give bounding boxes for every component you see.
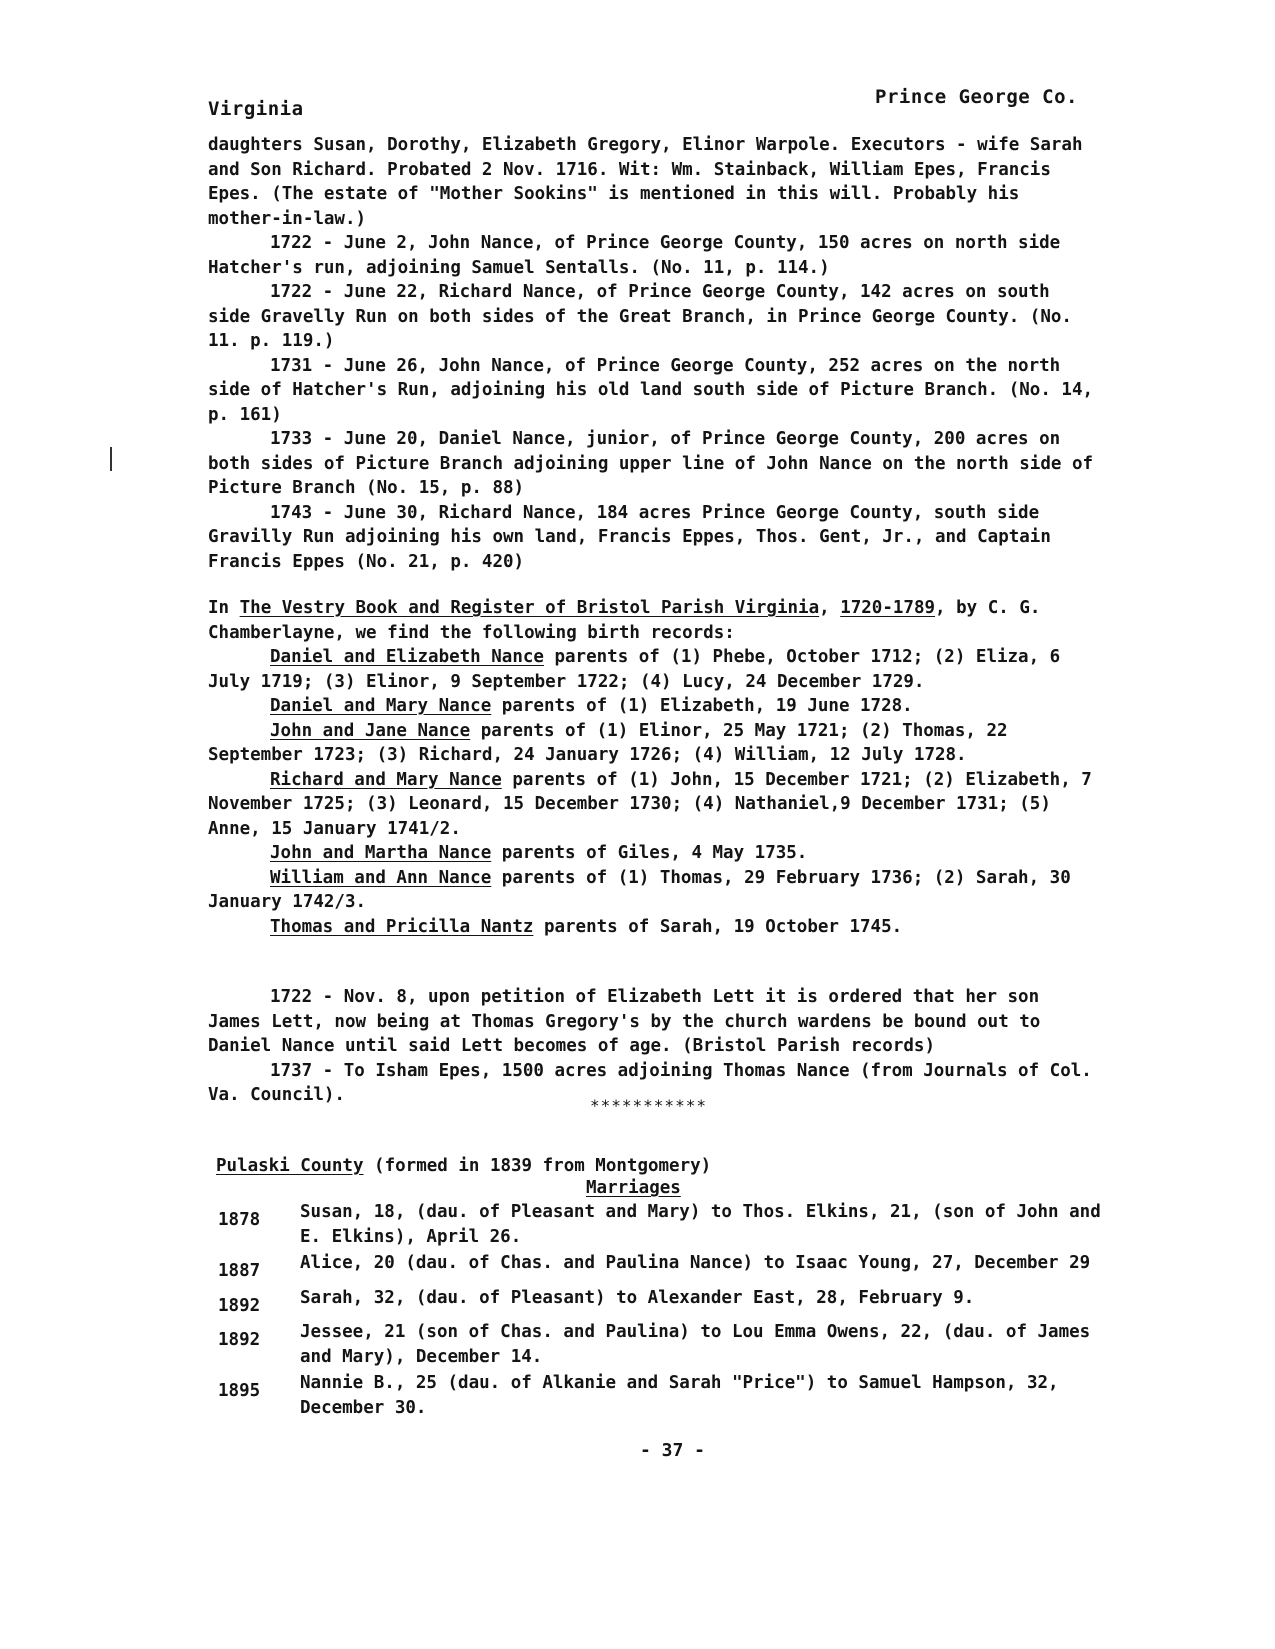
land-record: 1731 - June 26, John Nance, of Prince George County, 252 acres on the north side of Hatcher's Run, adjoining his old land south side of Picture Branch. (No. 14, p. 161): [208, 355, 1094, 425]
marriage-entry: [218, 1200, 1118, 1249]
page-number: - 37 -: [640, 1440, 706, 1461]
birth-record: [208, 866, 1098, 915]
vestry-in: In: [208, 598, 230, 618]
book-title: The Vestry Book and Register of Bristol Parish Virginia: [239, 598, 820, 618]
land-record: 1722 - June 2, John Nance, of Prince George County, 150 acres on north side Hatcher's run, adjoining Samuel Sentalls. (No. 11, p. 114.): [208, 233, 1061, 278]
header-county: Prince George Co.: [875, 86, 1078, 108]
margin-mark: [110, 447, 112, 471]
marriage-list: [218, 1200, 1118, 1422]
marriage-text: Nannie B., 25 (dau. of Alkanie and Sarah "Price") to Samuel Hampson, 32, December 30.: [300, 1373, 1059, 1418]
marriage-entry: [218, 1371, 1118, 1420]
birth-record: [208, 719, 1098, 768]
land-records: [208, 133, 1098, 574]
land-record: 1743 - June 30, Richard Nance, 184 acres Prince George County, south side Gravilly Run adjoining his own land, Francis Eppes, Thos. Gent, Jr., and Captain Francis Eppes (No. 21, p. 420): [208, 502, 1051, 572]
land-record: 1733 - June 20, Daniel Nance, junior, of Prince George County, 200 acres on both sides of Picture Branch adjoining upper line of John Nance on the north side of Picture Branch (No. 15, p. 88): [208, 429, 1094, 498]
marriage-entry: [218, 1320, 1118, 1369]
children: parents of (1) Elinor, 25 May 1721; (2) Thomas, 22 September 1723; (3) Richard, 24 January 1726; (4) William, 12 July 1728.: [208, 720, 1008, 765]
county-formed: (formed in 1839 from Montgomery): [363, 1156, 712, 1176]
marriage-entry: [218, 1286, 1118, 1319]
parents: Thomas and Pricilla Nantz: [270, 916, 534, 937]
marriage-year: 1895: [218, 1381, 261, 1401]
vestry-comma: ,: [819, 598, 830, 618]
birth-record: [208, 768, 1098, 842]
marriage-year: 1878: [218, 1210, 261, 1230]
county-name: Pulaski County: [216, 1156, 364, 1176]
children: parents of Sarah, 19 October 1745.: [533, 916, 903, 937]
marriages-title: Marriages: [586, 1178, 681, 1198]
land-record: 1722 - June 22, Richard Nance, of Prince George County, 142 acres on south side Gravelly Run on both sides of the Great Branch, in Prince George County. (No. 11. p. 119.): [208, 282, 1072, 351]
marriage-year: 1892: [218, 1330, 261, 1350]
section-separator: ***********: [590, 1096, 707, 1115]
vestry-by: , by C. G. Chamberlayne, we find the following birth records:: [208, 598, 1041, 643]
birth-record: [208, 694, 1098, 719]
will-paragraph: daughters Susan, Dorothy, Elizabeth Gregory, Elinor Warpole. Executors - wife Sarah and Son Richard. Probated 2 Nov. 1716. Wit: Wm. Stainback, William Epes, Francis Epes. (The estate of "Mother Sookins" is mentioned in this will. Probably his mother-in-law.): [208, 135, 1083, 229]
birth-record: [208, 915, 1098, 940]
petition-record: 1722 - Nov. 8, upon petition of Elizabeth Lett it is ordered that her son James Lett, now being at Thomas Gregory's by the church wardens be bound out to Daniel Nance until said Lett becomes of age. (Bristol Parish records): [208, 987, 1041, 1056]
book-years: 1720-1789: [840, 598, 936, 618]
parents: John and Martha Nance: [270, 843, 492, 863]
children: parents of (1) Phebe, October 1712; (2) Eliza, 6 July 1719; (3) Elinor, 9 September 1722; (4) Lucy, 24 December 1729.: [208, 647, 1061, 692]
children: parents of (1) Thomas, 29 February 1736; (2) Sarah, 30 January 1742/3.: [208, 867, 1071, 912]
marriage-text: Sarah, 32, (dau. of Pleasant) to Alexander East, 28, February 9.: [300, 1287, 975, 1308]
marriage-year: 1887: [218, 1261, 261, 1281]
parish-records: [208, 985, 1098, 1108]
children: parents of (1) John, 15 December 1721; (2) Elizabeth, 7 November 1725; (3) Leonard, 15 December 1730; (4) Nathaniel,9 December 1731; (5) Anne, 15 January 1741/2.: [208, 769, 1092, 839]
birth-record: [208, 841, 1098, 866]
parents: Daniel and Mary Nance: [270, 696, 492, 716]
birth-record: [208, 645, 1098, 694]
parents: Daniel and Elizabeth Nance: [270, 647, 544, 667]
header-state: Virginia: [208, 98, 304, 120]
marriage-entry: [218, 1251, 1118, 1284]
parents: John and Jane Nance: [270, 720, 471, 741]
parents: William and Ann Nance: [270, 867, 492, 888]
marriage-text: Susan, 18, (dau. of Pleasant and Mary) to Thos. Elkins, 21, (son of John and E. Elkins), April 26.: [300, 1202, 1101, 1247]
children: parents of (1) Elizabeth, 19 June 1728.: [491, 696, 913, 716]
children: parents of Giles, 4 May 1735.: [491, 843, 808, 863]
marriage-year: 1892: [218, 1295, 261, 1316]
vestry-intro: [208, 596, 1098, 645]
marriage-text: Jessee, 21 (son of Chas. and Paulina) to Lou Emma Owens, 22, (dau. of James and Mary), December 14.: [300, 1322, 1091, 1367]
birth-records: [208, 596, 1098, 939]
council-record: 1737 - To Isham Epes, 1500 acres adjoining Thomas Nance (from Journals of Col. Va. Council).: [208, 1060, 1092, 1105]
county-heading: [216, 1156, 711, 1176]
parents: Richard and Mary Nance: [270, 769, 502, 790]
marriage-text: Alice, 20 (dau. of Chas. and Paulina Nance) to Isaac Young, 27, December 29: [300, 1253, 1091, 1273]
